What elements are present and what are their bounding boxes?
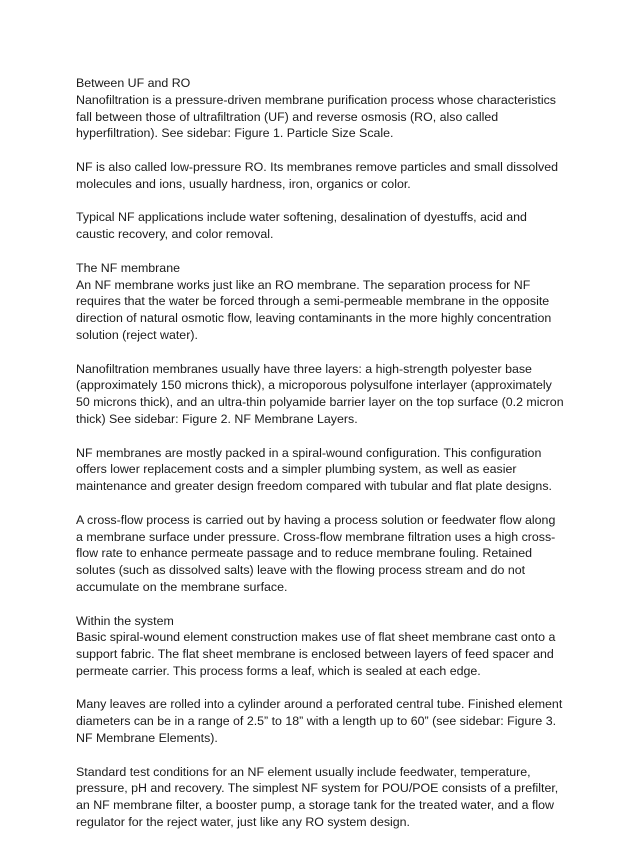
paragraph-cross-flow (76, 512, 564, 596)
section-heading: Between UF and RO (76, 76, 191, 90)
document-page (76, 75, 564, 848)
paragraph-applications (76, 209, 564, 243)
paragraph-text: Standard test conditions for an NF element usually include feedwater, temperature, pressure, pH and recovery. The simplest NF system for POU/POE consists of a prefilter, an NF membrane filter, a booster pump, a storage tank for the treated water, and a flow regulator for the reject water, just like any RO system design. (76, 764, 559, 830)
paragraph-nf-membrane (76, 260, 564, 344)
paragraph-between-uf-and-ro (76, 75, 564, 142)
paragraph-text: An NF membrane works just like an RO membrane. The separation process for NF requires that the water be forced through a semi-permeable membrane in the opposite direction of natural osmotic flow, leaving contaminants in the more highly concentration solution (reject water). (76, 277, 552, 342)
paragraph-spiral-wound (76, 445, 564, 495)
paragraph-test-conditions (76, 764, 564, 831)
paragraph-text: Many leaves are rolled into a cylinder around a perforated central tube. Finished element diameters can be in a range of 2.5” to 18” with a length up to 60” (see sidebar: Figure 3. NF Membrane Elements). (76, 697, 563, 746)
paragraph-text: Nanofiltration membranes usually have three layers: a high-strength polyester base (approximately 150 microns thick), a microporous polysulfone interlayer (approximately 50 microns thick), and an ultra-thin polyamide barrier layer on the top surface (0.2 micron thick) See sidebar: Figure 2. NF Membrane Layers. (76, 361, 564, 426)
section-heading: Within the system (76, 613, 174, 628)
paragraph-text: NF membranes are mostly packed in a spiral-wound configuration. This configuration offers lower replacement costs and a simpler plumbing system, as well as easier maintenance and greater design freedom compared with tubular and flat plate designs. (76, 445, 552, 494)
paragraph-low-pressure-ro (76, 159, 564, 193)
paragraph-text: Basic spiral-wound element construction makes use of flat sheet membrane cast onto a support fabric. The flat sheet membrane is enclosed between layers of feed spacer and permeate carrier. This process forms a leaf, which is sealed at each edge. (76, 630, 556, 678)
section-heading: The NF membrane (76, 260, 180, 275)
paragraph-text: A cross-flow process is carried out by having a process solution or feedwater flow along a membrane surface under pressure. Cross-flow membrane filtration uses a high cross-flow rate to enhance permeate passage and to reduce membrane fouling. Retained solutes (such as dissolved salts) leave with the flowing process stream and do not accumulate on the membrane surface. (76, 512, 556, 594)
paragraph-element-dimensions (76, 696, 564, 746)
paragraph-within-the-system (76, 613, 564, 680)
paragraph-text: Nanofiltration is a pressure-driven membrane purification process whose characteristics fall between those of ultrafiltration (UF) and reverse osmosis (RO, also called hyperfiltration). See sidebar: Figure 1. Particle Size Scale. (76, 92, 556, 141)
paragraph-membrane-layers (76, 361, 564, 428)
paragraph-text: NF is also called low-pressure RO. Its membranes remove particles and small dissolved molecules and ions, usually hardness, iron, organics or color. (76, 159, 559, 191)
paragraph-text: Typical NF applications include water softening, desalination of dyestuffs, acid and caustic recovery, and color removal. (76, 210, 527, 242)
